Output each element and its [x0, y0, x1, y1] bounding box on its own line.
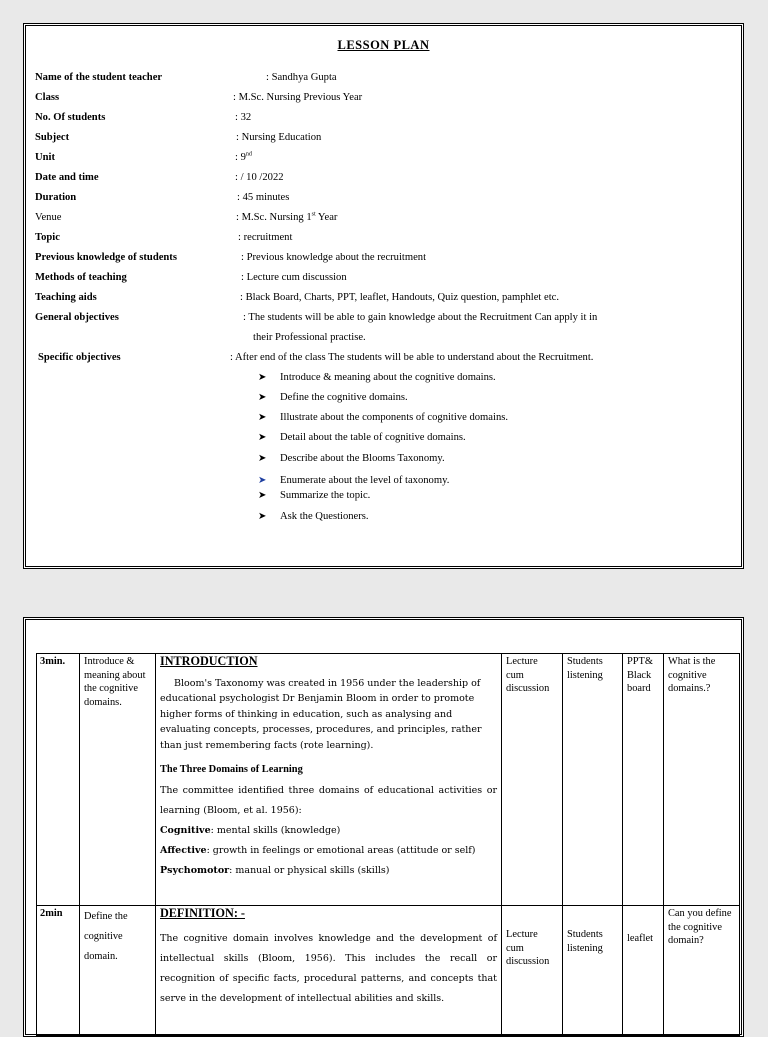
field-date-time: [35, 171, 737, 189]
field-duration: [35, 191, 737, 209]
field-student-teacher: [35, 71, 737, 89]
field-value: : Previous knowledge about the recruitment: [241, 252, 427, 263]
domain-item: [160, 821, 497, 841]
intro-paragraph: Bloom's Taxonomy was created in 1956 under the leadership of educational psychologist Dr Benjamin Bloom in order to promote higher forms of thinking in education, such as analysing and evaluating concepts, processes, procedures, and principles, rather than just remembering facts (rote learning).: [160, 677, 482, 751]
time-cell: 2min: [37, 906, 80, 1036]
arrow-bullet-icon: ➤: [258, 490, 267, 501]
field-specific-objectives: [35, 351, 737, 369]
field-label: General objectives: [35, 312, 119, 323]
objective-item: ➤ Illustrate about the components of cognitive domains.: [258, 412, 509, 423]
field-methods: [35, 271, 737, 289]
time-cell: 3min.: [37, 654, 80, 906]
field-venue: [35, 211, 737, 229]
field-value: : Sandhya Gupta: [266, 72, 337, 83]
field-value: : Black Board, Charts, PPT, leaflet, Handouts, Quiz question, pamphlet etc.: [240, 292, 560, 303]
objective-cell: Define the cognitive domain.: [80, 906, 156, 1036]
arrow-bullet-icon: ➤: [258, 432, 267, 443]
field-unit: [35, 151, 737, 169]
page-title: LESSON PLAN: [337, 38, 430, 52]
method-cell: Lecture cum discussion: [502, 654, 563, 906]
field-label: Class: [35, 92, 60, 103]
objective-item: ➤ Ask the Questioners.: [258, 511, 369, 522]
domains-paragraph: The committee identified three domains of educational activities or learning (Bloom, et al. 1956):: [160, 784, 497, 816]
lesson-table-page: [23, 617, 744, 1037]
field-value: : After end of the class The students will be able to understand about the Recruitment.: [230, 352, 594, 363]
field-label: Previous knowledge of students: [35, 252, 177, 263]
content-cell: [156, 906, 502, 1036]
field-class: [35, 91, 737, 109]
activity-cell: Students listening: [563, 654, 623, 906]
field-value: : The students will be able to gain knowledge about the Recruitment Can apply it in: [243, 312, 598, 323]
table-row: [37, 654, 740, 906]
domain-desc: : mental skills (knowledge): [210, 824, 341, 836]
objective-item: ➤ Define the cognitive domains.: [258, 392, 408, 403]
domain-term: Cognitive: [160, 824, 211, 836]
arrow-bullet-icon: ➤: [258, 511, 267, 522]
arrow-bullet-icon: ➤: [258, 412, 267, 423]
aid-cell: PPT& Black board: [623, 654, 664, 906]
field-teaching-aids: [35, 291, 737, 309]
field-label: Methods of teaching: [35, 272, 127, 283]
field-label: Specific objectives: [38, 352, 121, 363]
aid-cell: leaflet: [623, 906, 664, 1036]
venue-value-after: Year: [315, 212, 338, 223]
domain-desc: : growth in feelings or emotional areas (attitude or self): [206, 844, 476, 856]
field-value: : Lecture cum discussion: [241, 272, 347, 283]
domain-item: [160, 861, 497, 881]
arrow-bullet-icon: ➤: [258, 372, 267, 383]
field-general-objectives: [35, 311, 737, 347]
field-label: Teaching aids: [35, 292, 97, 303]
field-label: No. Of students: [35, 112, 106, 123]
objective-item: ➤ Detail about the table of cognitive domains.: [258, 432, 466, 443]
field-label: Name of the student teacher: [35, 72, 163, 83]
content-cell: [156, 654, 502, 906]
evaluation-cell: What is the cognitive domains.?: [664, 654, 740, 906]
definition-paragraph: The cognitive domain involves knowledge and the development of intellectual skills (Bloom, 1956). This includes the recall or recognition of specific facts, procedural patterns, and concepts that serve in the development of intellectual abilities and skills.: [160, 932, 497, 1004]
objective-cell: Introduce & meaning about the cognitive domains.: [80, 654, 156, 906]
objective-item: ➤ Enumerate about the level of taxonomy.: [258, 475, 450, 486]
field-label: Subject: [35, 132, 70, 143]
field-topic: [35, 231, 737, 249]
domain-item: [160, 841, 497, 861]
table-row: [37, 906, 740, 1036]
field-subject: [35, 131, 737, 149]
field-label: Unit: [35, 152, 56, 163]
unit-suffix: nd: [245, 151, 252, 158]
field-label: Date and time: [35, 172, 99, 183]
field-label: Topic: [35, 232, 60, 243]
section-heading: DEFINITION: -: [160, 906, 245, 920]
method-cell: Lecture cum discussion: [502, 906, 563, 1036]
field-value: : recruitment: [238, 232, 293, 243]
activity-cell: Students listening: [563, 906, 623, 1036]
field-value: : 32: [235, 112, 252, 123]
field-value: : M.Sc. Nursing Previous Year: [233, 92, 363, 103]
unit-value: : 9: [235, 152, 246, 163]
objective-item: ➤ Introduce & meaning about the cognitive domains.: [258, 372, 496, 383]
domain-term: Affective: [160, 844, 207, 856]
section-heading: INTRODUCTION: [160, 654, 258, 668]
lesson-table: [36, 653, 740, 1036]
field-label: Duration: [35, 192, 77, 203]
arrow-bullet-icon: ➤: [258, 453, 267, 464]
objective-item: ➤ Summarize the topic.: [258, 490, 371, 501]
field-students: [35, 111, 737, 129]
venue-value: : M.Sc. Nursing 1: [236, 212, 312, 223]
field-value: : 45 minutes: [237, 192, 290, 203]
field-value: : / 10 /2022: [235, 172, 284, 183]
field-previous-knowledge: [35, 251, 737, 269]
lesson-plan-page: [23, 23, 744, 569]
arrow-bullet-icon: ➤: [258, 392, 267, 403]
objective-item: ➤ Describe about the Blooms Taxonomy.: [258, 453, 445, 464]
arrow-bullet-icon: ➤: [258, 475, 267, 486]
domain-term: Psychomotor: [160, 864, 230, 876]
content-body: [160, 676, 497, 881]
content-subheading: The Three Domains of Learning: [160, 764, 303, 775]
evaluation-cell: Can you define the cognitive domain?: [664, 906, 740, 1036]
domain-desc: : manual or physical skills (skills): [229, 864, 390, 876]
field-value: [236, 211, 337, 225]
field-value: : Nursing Education: [236, 132, 322, 143]
field-value: [235, 151, 252, 165]
venue-suffix: st: [311, 211, 316, 218]
field-value-line2: their Professional practise.: [253, 332, 366, 343]
field-label: Venue: [35, 212, 62, 223]
